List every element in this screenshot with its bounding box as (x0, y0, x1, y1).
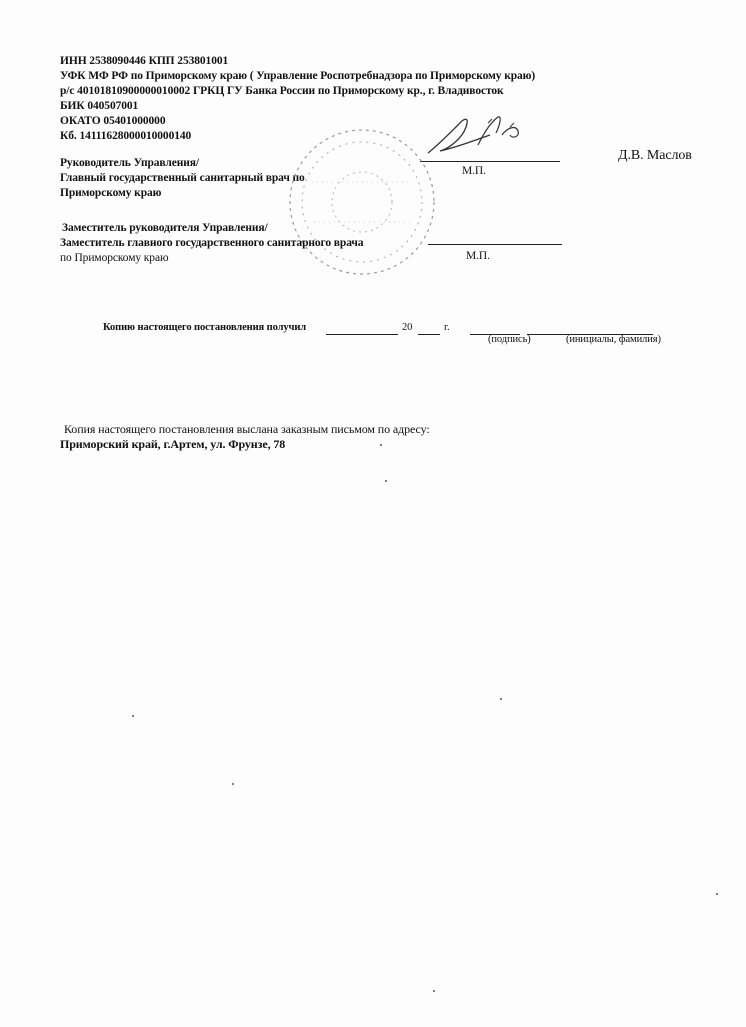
receipt-text: Копию настоящего постановления получил (103, 322, 307, 333)
receipt-signature-caption: (подпись) (488, 334, 531, 345)
kbk: Кб. 14111628000010000140 (60, 130, 192, 142)
receipt-year-prefix: 20 (402, 322, 413, 333)
bik: БИК 040507001 (60, 100, 139, 112)
receipt-year-suffix: г. (444, 322, 450, 333)
seal-label-1: М.П. (462, 165, 486, 177)
receipt-blank-date (326, 334, 398, 335)
scan-speck (500, 698, 502, 700)
signatory2-title-line3: по Приморскому краю (60, 252, 169, 264)
mailing-text: Копия настоящего постановления выслана заказным письмом по адресу: (64, 422, 430, 436)
signatory2-title-line1: Заместитель руководителя Управления/ (62, 222, 268, 234)
okato: ОКАТО 05401000000 (60, 115, 166, 127)
signature-line-2 (428, 244, 562, 245)
mailing-address: Приморский край, г.Артем, ул. Фрунзе, 78 (60, 437, 286, 451)
scan-speck (132, 715, 134, 717)
signatory1-title-line2: Главный государственный санитарный врач по (60, 172, 305, 184)
scan-speck (380, 444, 382, 446)
signatory1-title-line1: Руководитель Управления/ (60, 157, 200, 169)
signatory1-name: Д.В. Маслов (618, 148, 692, 163)
signatory1-title-line3: Приморскому краю (60, 187, 162, 199)
receipt-blank-year (418, 334, 440, 335)
official-stamp (282, 122, 442, 282)
bank-account: р/с 40101810900000010002 ГРКЦ ГУ Банка России по Приморскому кр., г. Владивосток (60, 85, 504, 97)
seal-label-2: М.П. (466, 250, 490, 262)
ufk-recipient: УФК МФ РФ по Приморскому краю ( Управление Роспотребнадзора по Приморскому краю) (60, 70, 536, 82)
receipt-name-caption: (инициалы, фамилия) (566, 334, 661, 345)
scan-speck (232, 783, 234, 785)
signatory2-title-line2: Заместитель главного государственного санитарного врача (60, 237, 364, 249)
scan-speck (385, 480, 387, 482)
scan-speck (433, 990, 435, 992)
scan-speck (716, 893, 718, 895)
inn-kpp: ИНН 2538090446 КПП 253801001 (60, 55, 229, 67)
